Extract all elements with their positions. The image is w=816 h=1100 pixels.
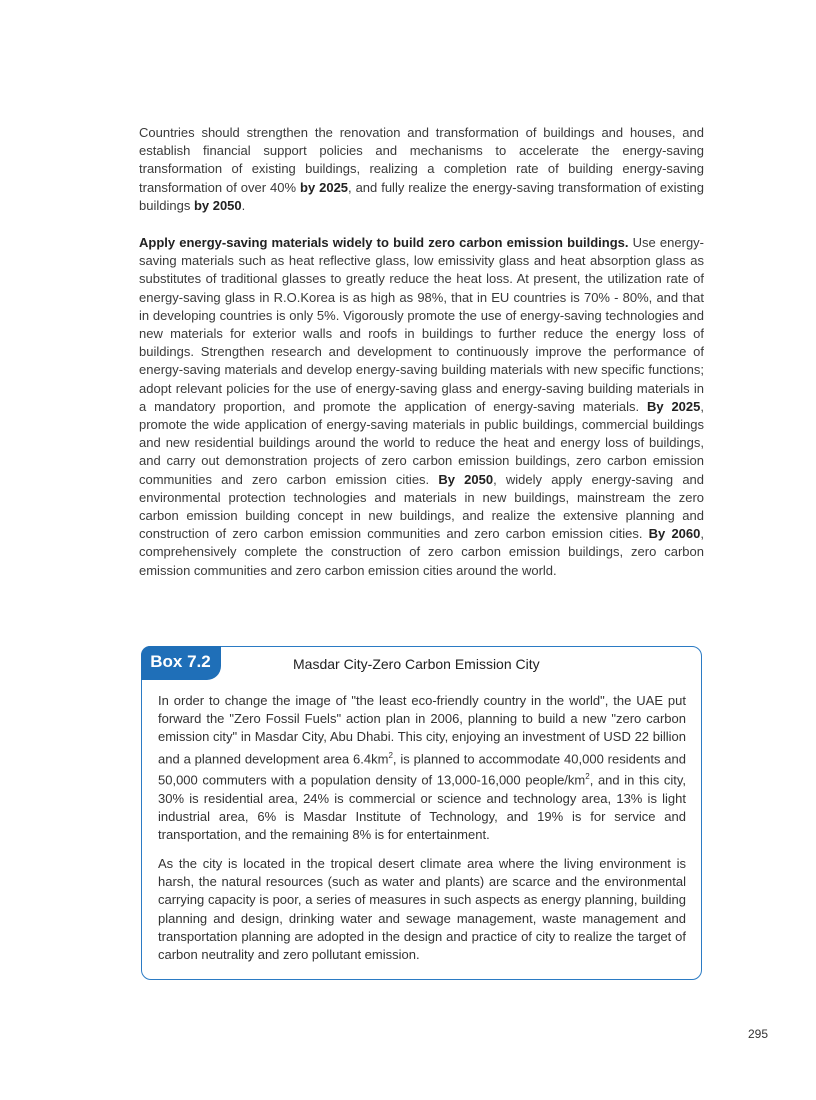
superscript: 2	[388, 750, 393, 760]
box-paragraph-2: As the city is located in the tropical desert climate area where the living environment is harsh, the natural resources (such as water and plants) are scarce and the environmental carrying capacity is poor, a series of measures in such aspects as energy planning, building planning and design, drinking water and sewage management, waste management and transportation planning are adopted in the design and practice of city to realize the target of carbon neutrality and zero pollutant emission.	[158, 856, 686, 963]
emphasis: By 2050	[438, 471, 494, 487]
text: .	[241, 197, 246, 213]
text: Use energy-saving materials such as heat reflective glass, low emissivity glass and heat absorption glass as substitutes of traditional glasses to greatly reduce the heat loss. At present, the utilization rate of energy-saving glass in R.O.Korea is as high as 98%, that in EU countries is 70% - 80%, and that in developing countries is only 5%. Vigorously promote the use of energy-saving technologies and new materials for exterior walls and roofs in buildings to further reduce the energy loss of buildings. Strengthen research and development to continuously improve the performance of energy-saving materials and develop energy-saving building materials with new specific functions; adopt relevant policies for the use of energy-saving glass and energy-saving building materials in a mandatory proportion, and promote the application of energy-saving materials.	[139, 235, 705, 414]
text: In order to change the image of "the least eco-friendly country in the world", the UAE put forward the "Zero Fossil Fuels" action plan in 2006, planning to build a new "zero carbon emission city" in Masdar City, Abu Dhabi. This city, enjoying an investment of USD 22 billion and a planned development area 6.4km	[158, 693, 686, 766]
emphasis: by 2050	[193, 197, 242, 213]
text: , and in this city, 30% is residential area, 24% is commercial or science and technology area, 13% is light industrial area, 6% is Masdar Institute of Technology, and 19% is for service and transportation, and the remaining 8% is for entertainment.	[158, 772, 686, 843]
box-paragraph-1	[158, 692, 686, 844]
page-number: 295	[748, 1027, 769, 1041]
text: , and fully realize the energy-saving transformation of existing buildings	[139, 179, 704, 213]
text: , is planned to accommodate 40,000 residents and 50,000 commuters with a population density of 13,000-16,000 people/km	[158, 750, 686, 788]
case-study-box	[141, 646, 702, 980]
text: , promote the wide application of energy-saving materials in public buildings, commercial buildings and new residential buildings around the world to reduce the heat and energy loss of buildings, and carry out demonstration projects of zero carbon emission buildings, zero carbon emission communities and zero carbon emission cities.	[139, 398, 705, 487]
emphasis: By 2060	[648, 526, 701, 542]
emphasis: By 2025	[646, 398, 701, 414]
paragraph-lead: Apply energy-saving materials widely to build zero carbon emission buildings.	[139, 235, 629, 250]
box-title: Masdar City-Zero Carbon Emission City	[293, 656, 540, 672]
paragraph-energy-saving-materials	[139, 234, 704, 580]
emphasis: by 2025	[300, 179, 349, 195]
paragraph-building-renovation	[139, 124, 704, 215]
box-label: Box 7.2	[141, 646, 221, 680]
text: Countries should strengthen the renovation and transformation of buildings and houses, and establish financial support policies and mechanisms to accelerate the energy-saving transformation of existing buildings, realizing a completion rate of building energy-saving transformation of over 40%	[139, 125, 704, 195]
text: , comprehensively complete the construction of zero carbon emission buildings, zero carbon emission communities and zero carbon emission cities around the world.	[139, 526, 704, 578]
text: , widely apply energy-saving and environmental protection technologies and materials in new buildings, mainstream the zero carbon emission building concept in new buildings, and realize the extensive planning and construction of zero carbon emission communities and zero carbon emission cities.	[139, 471, 705, 542]
superscript: 2	[585, 772, 590, 782]
